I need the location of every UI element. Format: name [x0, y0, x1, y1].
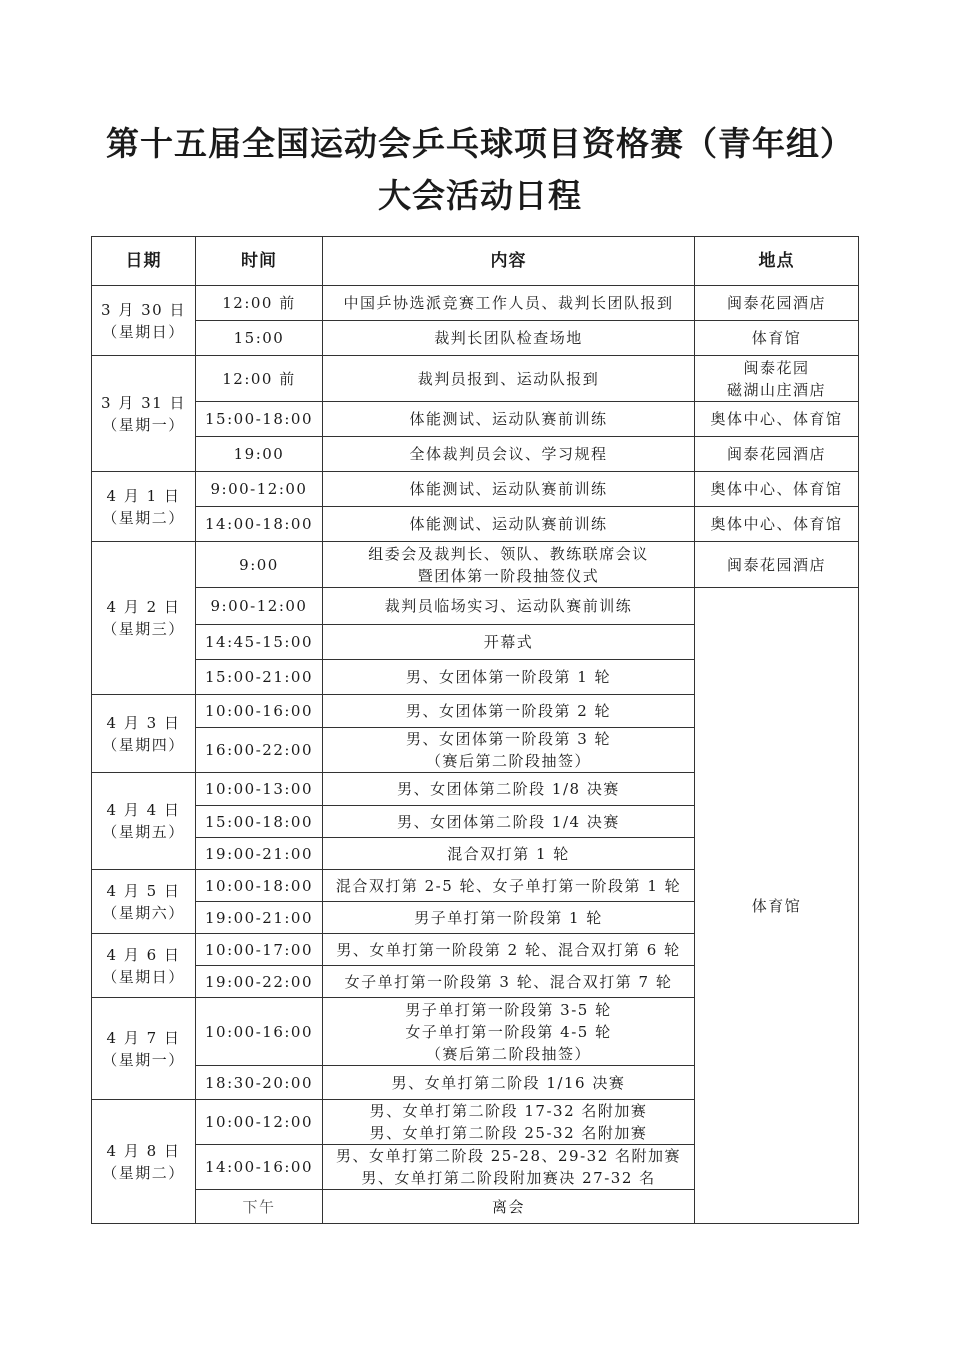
content-cell: 男、女团体第二阶段 1/4 决赛 — [323, 806, 695, 838]
content-cell: 女子单打第一阶段第 3 轮、混合双打第 7 轮 — [323, 966, 695, 998]
date-cell — [92, 870, 196, 934]
content-cell: 男、女单打第一阶段第 2 轮、混合双打第 6 轮 — [323, 934, 695, 966]
weekday-label: （星期六） — [102, 903, 185, 922]
content-cell: 裁判长团队检查场地 — [323, 321, 695, 356]
weekday-label: （星期三） — [102, 620, 185, 638]
table-row — [92, 472, 859, 507]
weekday-label: （星期一） — [102, 1050, 185, 1069]
time-cell: 10:00-17:00 — [196, 934, 323, 966]
time-cell: 15:00-18:00 — [196, 806, 323, 838]
content-line: 男、女单打第二阶段 25-28、29-32 名附加赛 — [335, 1147, 682, 1165]
content-cell: 男、女单打第二阶段 1/16 决赛 — [323, 1066, 695, 1100]
date-label: 4 月 1 日 — [106, 486, 181, 505]
content-line: 男子单打第一阶段第 3-5 轮 — [405, 1000, 612, 1019]
content-cell: 裁判员报到、运动队报到 — [323, 356, 695, 402]
place-line: 闽泰花园 — [743, 358, 810, 377]
content-line: 男、女单打第二阶段 17-32 名附加赛 — [369, 1102, 648, 1120]
content-line: （赛后第二阶段抽签） — [425, 752, 591, 770]
place-cell — [695, 356, 859, 402]
date-cell — [92, 472, 196, 542]
time-cell: 9:00 — [196, 542, 323, 588]
date-cell — [92, 542, 196, 695]
date-cell — [92, 998, 196, 1100]
time-cell: 10:00-16:00 — [196, 998, 323, 1066]
date-cell — [92, 356, 196, 472]
time-cell: 19:00 — [196, 437, 323, 472]
document-title-line2: 大会活动日程 — [378, 176, 582, 215]
time-cell: 19:00-22:00 — [196, 966, 323, 998]
date-label: 4 月 5 日 — [106, 881, 181, 900]
weekday-label: （星期二） — [102, 1163, 185, 1182]
table-row — [92, 588, 859, 625]
time-cell: 14:00-18:00 — [196, 507, 323, 542]
header-row — [92, 237, 859, 286]
date-label: 3 月 31 日 — [101, 393, 186, 412]
content-line: 暨团体第一阶段抽签仪式 — [417, 566, 600, 585]
content-line: 男、女单打第二阶段 25-32 名附加赛 — [369, 1124, 648, 1142]
content-cell: 开幕式 — [323, 625, 695, 660]
date-label: 4 月 7 日 — [106, 1028, 181, 1047]
time-cell: 下午 — [196, 1190, 323, 1224]
time-cell: 14:45-15:00 — [196, 625, 323, 660]
date-cell — [92, 286, 196, 356]
time-cell: 15:00 — [196, 321, 323, 356]
time-cell: 12:00 前 — [196, 286, 323, 321]
time-cell: 18:30-20:00 — [196, 1066, 323, 1100]
weekday-label: （星期一） — [102, 415, 185, 434]
time-cell: 15:00-21:00 — [196, 660, 323, 695]
time-cell: 9:00-12:00 — [196, 588, 323, 625]
place-cell: 奥体中心、体育馆 — [695, 507, 859, 542]
time-cell: 16:00-22:00 — [196, 728, 323, 773]
time-cell: 12:00 前 — [196, 356, 323, 402]
weekday-label: （星期二） — [102, 508, 185, 527]
time-cell: 9:00-12:00 — [196, 472, 323, 507]
time-cell: 10:00-13:00 — [196, 773, 323, 806]
content-line: 男、女团体第一阶段第 3 轮 — [405, 730, 612, 748]
date-label: 3 月 30 日 — [101, 300, 186, 319]
time-cell: 15:00-18:00 — [196, 402, 323, 437]
date-label: 4 月 6 日 — [106, 945, 181, 964]
table-row — [92, 286, 859, 321]
schedule-table — [91, 236, 859, 1224]
date-label: 4 月 3 日 — [106, 713, 181, 732]
content-cell: 男、女团体第二阶段 1/8 决赛 — [323, 773, 695, 806]
content-cell — [323, 728, 695, 773]
table-row — [92, 437, 859, 472]
date-label: 4 月 8 日 — [106, 1141, 181, 1160]
place-cell-merged: 体育馆 — [695, 588, 859, 1224]
content-cell — [323, 1145, 695, 1190]
header-place: 地点 — [695, 237, 859, 286]
content-cell — [323, 1100, 695, 1145]
place-cell: 闽泰花园酒店 — [695, 286, 859, 321]
content-cell: 男、女团体第一阶段第 1 轮 — [323, 660, 695, 695]
date-cell — [92, 695, 196, 773]
table-row — [92, 356, 859, 402]
content-cell: 体能测试、运动队赛前训练 — [323, 402, 695, 437]
date-cell — [92, 1100, 196, 1224]
place-cell: 奥体中心、体育馆 — [695, 402, 859, 437]
content-cell: 全体裁判员会议、学习规程 — [323, 437, 695, 472]
header-date: 日期 — [92, 237, 196, 286]
content-cell: 混合双打第 2-5 轮、女子单打第一阶段第 1 轮 — [323, 870, 695, 902]
place-cell: 体育馆 — [695, 321, 859, 356]
content-line: （赛后第二阶段抽签） — [425, 1044, 591, 1063]
date-label: 4 月 4 日 — [106, 801, 181, 819]
content-cell — [323, 542, 695, 588]
content-cell: 混合双打第 1 轮 — [323, 838, 695, 870]
date-cell — [92, 934, 196, 998]
place-cell: 奥体中心、体育馆 — [695, 472, 859, 507]
content-cell: 中国乒协选派竞赛工作人员、裁判长团队报到 — [323, 286, 695, 321]
time-cell: 19:00-21:00 — [196, 902, 323, 934]
date-cell — [92, 773, 196, 870]
time-cell: 19:00-21:00 — [196, 838, 323, 870]
table-row — [92, 507, 859, 542]
content-cell: 男、女团体第一阶段第 2 轮 — [323, 695, 695, 728]
content-cell: 离会 — [323, 1190, 695, 1224]
table-row — [92, 321, 859, 356]
content-cell: 体能测试、运动队赛前训练 — [323, 507, 695, 542]
content-cell: 男子单打第一阶段第 1 轮 — [323, 902, 695, 934]
date-label: 4 月 2 日 — [106, 598, 181, 616]
weekday-label: （星期日） — [102, 322, 185, 341]
time-cell: 10:00-16:00 — [196, 695, 323, 728]
weekday-label: （星期五） — [102, 823, 185, 841]
content-line: 女子单打第一阶段第 4-5 轮 — [405, 1022, 612, 1041]
weekday-label: （星期日） — [102, 967, 185, 986]
document-title-line1: 第十五届全国运动会乒乓球项目资格赛（青年组） — [106, 124, 854, 163]
table-row — [92, 402, 859, 437]
time-cell: 10:00-18:00 — [196, 870, 323, 902]
content-cell — [323, 998, 695, 1066]
place-cell: 闽泰花园酒店 — [695, 542, 859, 588]
header-content: 内容 — [323, 237, 695, 286]
place-line: 磁湖山庄酒店 — [726, 380, 826, 399]
weekday-label: （星期四） — [102, 735, 185, 754]
content-cell: 体能测试、运动队赛前训练 — [323, 472, 695, 507]
content-line: 组委会及裁判长、领队、教练联席会议 — [368, 544, 649, 563]
table-row — [92, 542, 859, 588]
place-cell: 闽泰花园酒店 — [695, 437, 859, 472]
header-time: 时间 — [196, 237, 323, 286]
time-cell: 14:00-16:00 — [196, 1145, 323, 1190]
content-cell: 裁判员临场实习、运动队赛前训练 — [323, 588, 695, 625]
content-line: 男、女单打第二阶段附加赛决 27-32 名 — [361, 1169, 656, 1187]
time-cell: 10:00-12:00 — [196, 1100, 323, 1145]
